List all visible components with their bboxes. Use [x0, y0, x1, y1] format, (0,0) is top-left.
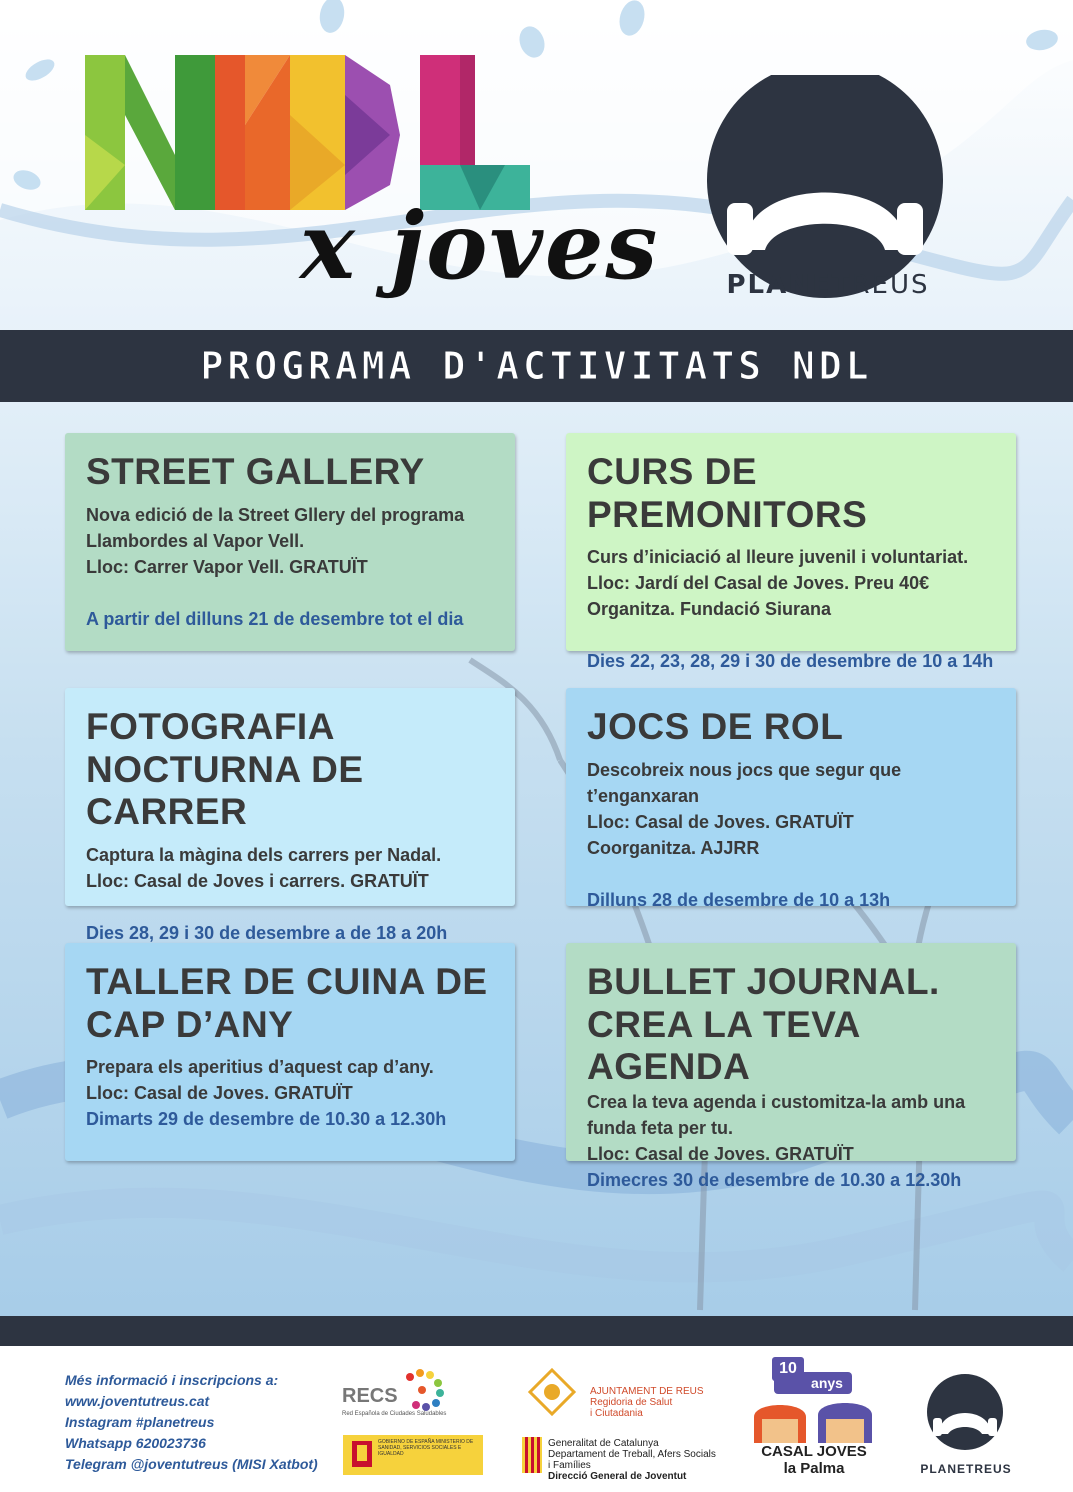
activity-date: Dimarts 29 de desembre de 10.30 a 12.30h [86, 1109, 447, 1130]
activity-title: JOCS DE ROL [587, 706, 844, 747]
activity-title: TALLER DE CUINA DE CAP D’ANY [86, 961, 488, 1045]
ajuntament-ciutadania: i Ciutadania [590, 1408, 643, 1419]
recs-logo-text: RECS [342, 1385, 398, 1407]
ajuntament-regidoria: Regidoria de Salut [590, 1397, 673, 1408]
generalitat-icon [522, 1437, 542, 1473]
planet-reus-small-logo [915, 1370, 1015, 1450]
activity-line: Llambordes al Vapor Vell. [86, 530, 305, 551]
ajuntament-reus-icon [522, 1368, 582, 1416]
activity-line: Lloc: Carrer Vapor Vell. GRATUÏT [86, 556, 368, 577]
contact-info [65, 1370, 318, 1475]
program-title-band [0, 330, 1073, 402]
activity-date: Dilluns 28 de desembre de 10 a 13h [587, 889, 891, 910]
program-title: PROGRAMA D'ACTIVITATS NDL [200, 344, 873, 388]
activity-line: Lloc: Casal de Joves i carrers. GRATUÏT [86, 870, 429, 891]
activity-date: Dimecres 30 de desembre de 10.30 a 12.30h [587, 1169, 962, 1190]
telegram-handle: Telegram @joventutreus (MISI Xatbot) [65, 1456, 318, 1472]
casal-joves-mascots-icon [750, 1397, 880, 1443]
activity-line: Nova edició de la Street Gllery del programa [86, 504, 465, 525]
generalitat-name: Generalitat de Catalunya [548, 1438, 659, 1449]
generalitat-department: Departament de Treball, Afers Socials [548, 1449, 716, 1460]
activity-line: Lloc: Jardí del Casal de Joves. Preu 40€ [587, 573, 930, 594]
activity-line: Lloc: Casal de Joves. GRATUÏT [587, 1143, 854, 1164]
ajuntament-name: AJUNTAMENT DE REUS [590, 1386, 704, 1397]
activity-date: Dies 28, 29 i 30 de desembre a de 18 a 20h [86, 922, 448, 943]
spain-shield-icon [347, 1437, 377, 1473]
whatsapp-number: Whatsapp 620023736 [65, 1435, 206, 1451]
activity-line: Curs d’iniciació al lleure juvenil i voluntariat. [587, 547, 969, 568]
planet-reus-small-text: PLANETREUS [920, 1462, 1012, 1476]
activity-line: funda feta per tu. [587, 1117, 734, 1138]
ajuntament-reus-text [590, 1386, 704, 1419]
activity-date: A partir del dilluns 21 de desembre tot el dia [86, 608, 464, 629]
activity-title: BULLET JOURNAL. CREA LA TEVA AGENDA [587, 961, 940, 1088]
planet-word: PLANET [726, 270, 852, 300]
activity-line: Crea la teva agenda i customitza-la amb una [587, 1091, 966, 1112]
planet-reus-wordmark [708, 270, 948, 300]
activity-line: Organitza. Fundació Siurana [587, 599, 832, 620]
reus-word: REUS [851, 270, 930, 300]
casal-joves-name: CASAL JOVES [761, 1443, 867, 1460]
activity-line: Lloc: Casal de Joves. GRATUÏT [86, 1083, 353, 1104]
activity-card-bullet-journal [566, 943, 1016, 1190]
anys-label: anys [811, 1375, 843, 1391]
activity-card-jocs-de-rol [566, 688, 1016, 910]
activity-line: Descobreix nous jocs que segur que t’enganxaran [587, 759, 902, 806]
activity-title: FOTOGRAFIA NOCTURNA DE CARRER [86, 706, 364, 833]
generalitat-direccio: Direcció General de Joventut [548, 1471, 687, 1482]
activity-title: STREET GALLERY [86, 451, 425, 492]
activity-card-taller-cuina [65, 943, 515, 1161]
activity-card-curs-premonitors [566, 433, 1016, 672]
gobierno-text: GOBIERNO DE ESPAÑA MINISTERIO DE SANIDAD, SERVICIOS SOCIALES E IGUALDAD [378, 1439, 474, 1457]
activity-title: CURS DE PREMONITORS [587, 451, 868, 535]
generalitat-text [548, 1438, 716, 1482]
contact-heading: Més informació i inscripcions a: [65, 1372, 279, 1388]
activity-line: Lloc: Casal de Joves. GRATUÏT [587, 811, 854, 832]
recs-subtitle: Red Española de Ciudades Saludables [342, 1411, 447, 1417]
casal-joves-text [748, 1443, 880, 1477]
bottom-band [0, 1316, 1073, 1346]
x-joves-title: x joves [300, 192, 660, 300]
website-link[interactable]: www.joventutreus.cat [65, 1393, 210, 1409]
generalitat-families: i Famílies [548, 1460, 591, 1471]
activity-line: Prepara els aperitius d’aquest cap d’any. [86, 1057, 434, 1078]
ndl-logo [85, 55, 535, 215]
casal-ten-badge: 10 [772, 1357, 804, 1381]
casal-joves-place: la Palma [783, 1460, 845, 1477]
activity-line: Coorganitza. AJJRR [587, 837, 760, 858]
activity-line: Captura la màgina dels carrers per Nadal. [86, 844, 442, 865]
activity-date: Dies 22, 23, 28, 29 i 30 de desembre de 10 a 14h [587, 651, 994, 672]
activity-card-street-gallery [65, 433, 515, 651]
instagram-handle: Instagram #planetreus [65, 1414, 215, 1430]
activity-card-fotografia-nocturna [65, 688, 515, 943]
